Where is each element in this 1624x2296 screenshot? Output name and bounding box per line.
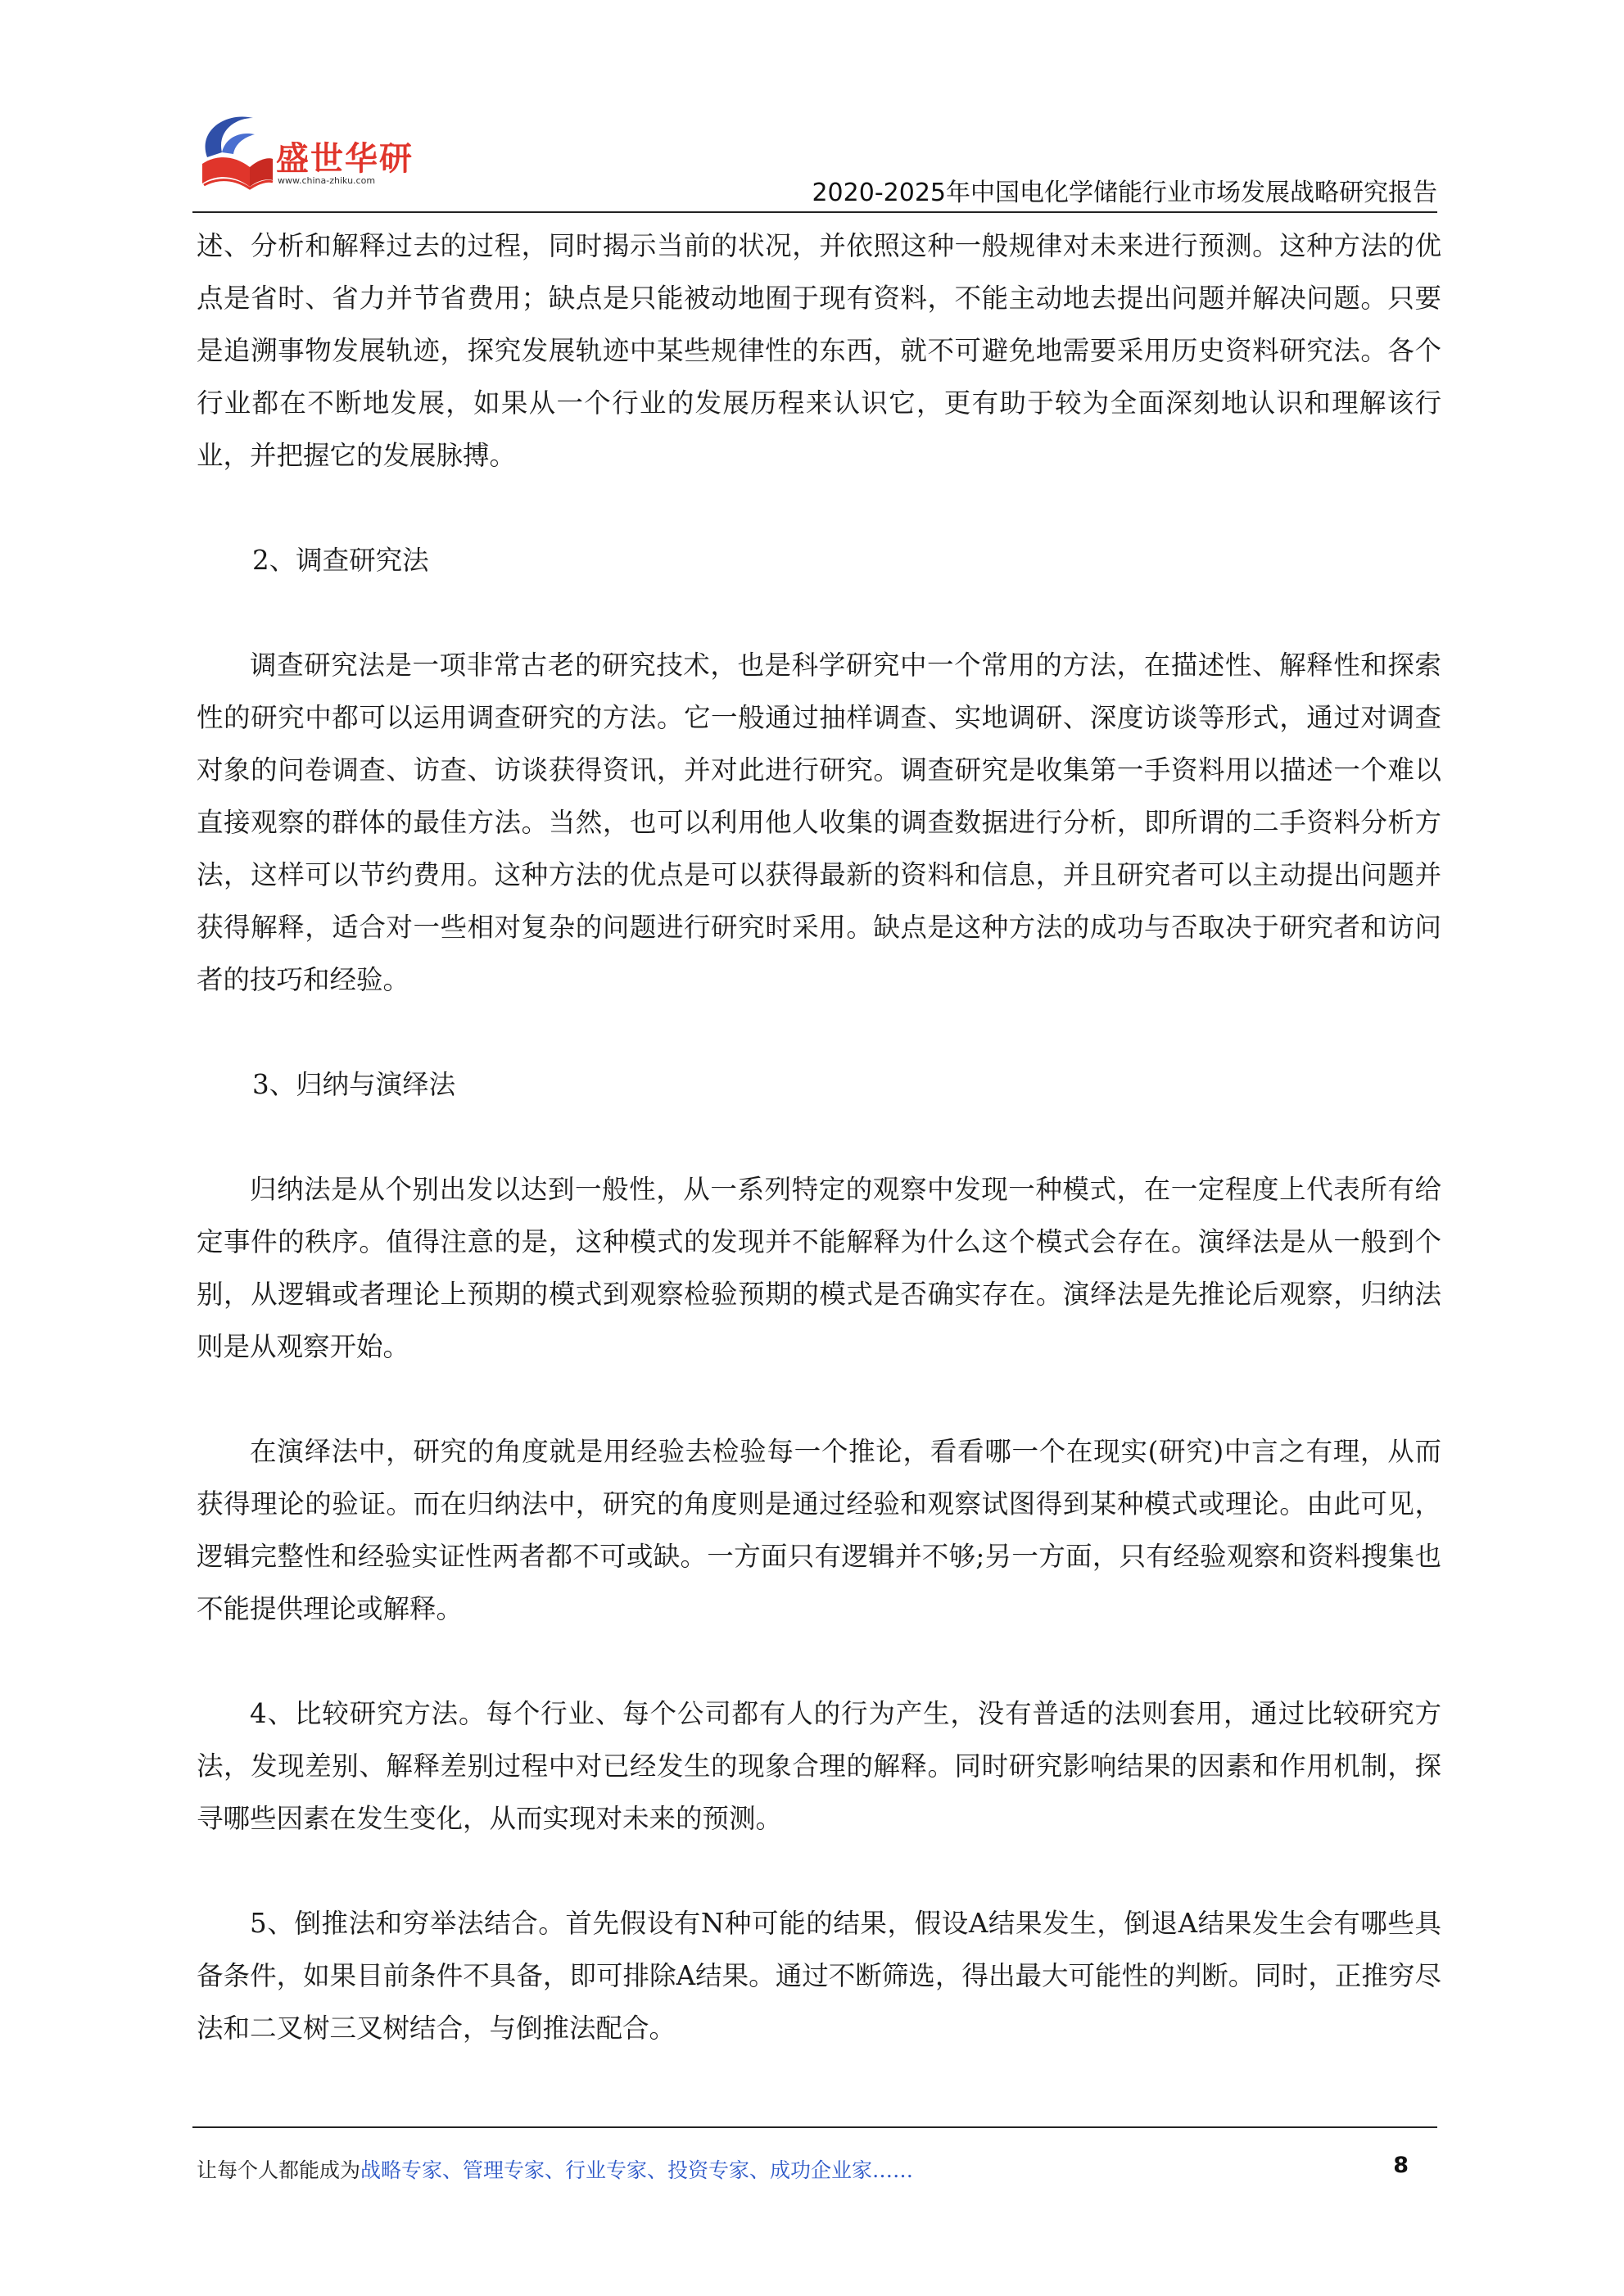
page-footer [197,2154,1409,2187]
slogan-lead: 让每个人都能成为 [197,2158,361,2182]
logo-wordmark: 盛世华研 [276,140,414,178]
paragraph-deduction: 在演绎法中，研究的角度就是用经验去检验每一个推论，看看哪一个在现实(研究)中言之有理，从而获得理论的验证。而在归纳法中，研究的角度则是通过经验和观察试图得到某种模式或理论。由此可见，逻辑完整性和经验实证性两者都不可或缺。一方面只有逻辑并不够;另一方面，只有经验观察和资料搜集也不能提供理论或解释。 [197,1436,1441,1624]
slogan-roles: 战略专家、管理专家、行业专家、投资专家、成功企业家…… [360,2158,914,2182]
logo-emblem-icon [192,106,274,197]
footer-slogan [197,2154,913,2184]
footer-divider [192,2126,1437,2128]
company-logo [192,106,446,205]
paragraph-backward-method: 5、倒推法和穷举法结合。首先假设有N种可能的结果，假设A结果发生，倒退A结果发生会有哪些具备条件，如果目前条件不具备，即可排除A结果。通过不断筛选，得出最大可能性的判断。同时，正推穷尽法和二叉树三叉树结合，与倒推法配合。 [197,1908,1441,2044]
report-title: 2020-2025年中国电化学储能行业市场发展战略研究报告 [812,179,1437,207]
paragraph-survey-method: 调查研究法是一项非常古老的研究技术，也是科学研究中一个常用的方法，在描述性、解释性和探索性的研究中都可以运用调查研究的方法。它一般通过抽样调查、实地调研、深度访谈等形式，通过对调查对象的问卷调查、访查、访谈获得资讯，并对此进行研究。调查研究是收集第一手资料用以描述一个难以直接观察的群体的最佳方法。当然，也可以利用他人收集的调查数据进行分析，即所谓的二手资料分析方法，这样可以节约费用。这种方法的优点是可以获得最新的资料和信息，并且研究者可以主动提出问题并获得解释，适合对一些相对复杂的问题进行研究时采用。缺点是这种方法的成功与否取决于研究者和访问者的技巧和经验。 [197,650,1441,995]
section-heading-induction: 3、归纳与演绎法 [252,1069,456,1100]
logo-url: www.china-zhiku.com [278,175,376,186]
paragraph-comparison-method: 4、比较研究方法。每个行业、每个公司都有人的行为产生，没有普适的法则套用，通过比较研究方法，发现差别、解释差别过程中对已经发生的现象合理的解释。同时研究影响结果的因素和作用机制，探寻哪些因素在发生变化，从而实现对未来的预测。 [197,1698,1441,1834]
paragraph-history-method: 述、分析和解释过去的过程，同时揭示当前的状况，并依照这种一般规律对未来进行预测。这种方法的优点是省时、省力并节省费用；缺点是只能被动地囿于现有资料，不能主动地去提出问题并解决问题。只要是追溯事物发展轨迹，探究发展轨迹中某些规律性的东西，就不可避免地需要采用历史资料研究法。各个行业都在不断地发展，如果从一个行业的发展历程来认识它，更有助于较为全面深刻地认识和理解该行业，并把握它的发展脉搏。 [197,230,1441,471]
header-divider [192,211,1437,213]
page-body [197,220,1441,2054]
section-heading-survey: 2、调查研究法 [252,545,429,576]
paragraph-induction: 归纳法是从个别出发以达到一般性，从一系列特定的观察中发现一种模式，在一定程度上代表所有给定事件的秩序。值得注意的是，这种模式的发现并不能解释为什么这个模式会存在。演绎法是从一般到个别，从逻辑或者理论上预期的模式到观察检验预期的模式是否确实存在。演绎法是先推论后观察，归纳法则是从观察开始。 [197,1174,1441,1362]
page-number: 8 [1393,2153,1409,2178]
page-header [192,106,1437,213]
